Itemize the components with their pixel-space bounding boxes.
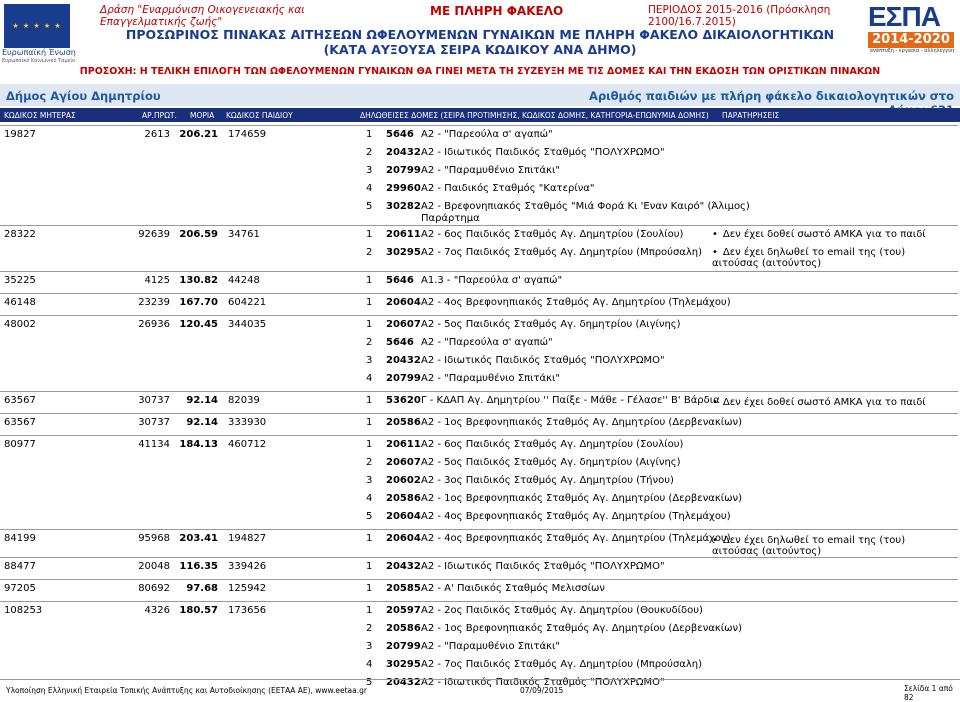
- structure-code: 20604: [386, 511, 421, 522]
- structure-code: 5646: [386, 129, 414, 140]
- structure-code: 5646: [386, 275, 414, 286]
- footer-page-number: Σελίδα 1 από 82: [904, 684, 953, 702]
- children-count: Αριθμός παιδιών με πλήρη φάκελο δικαιολογητικών στο: [589, 89, 954, 103]
- mother-code: 108253: [4, 605, 43, 616]
- structure-code: 20604: [386, 533, 421, 544]
- structure-name: Α2 - 1ος Βρεφονηπιακός Σταθμός Αγ. Δημητρίου (Δερβενακίων): [421, 417, 743, 428]
- remark: • Δεν έχει δοθεί σωστό ΑΜΚΑ για το παιδί: [712, 397, 952, 408]
- remark: • Δεν έχει δοθεί σωστό ΑΜΚΑ για το παιδί: [712, 229, 952, 240]
- preference-order: 1: [366, 275, 373, 286]
- structure-code: 30295: [386, 659, 421, 670]
- row-divider: [0, 529, 958, 530]
- structure-name: Α2 - Ιδιωτικός Παιδικός Σταθμός "ΠΟΛΥΧΡΩΜΟ": [421, 147, 665, 158]
- preference-order: 1: [366, 605, 373, 616]
- remark: • Δεν έχει δηλωθεί το email της (του) αιτούσας (αιτούντος): [712, 247, 952, 269]
- mother-code: 84199: [4, 533, 36, 544]
- structure-name: Α2 - Ιδιωτικός Παιδικός Σταθμός "ΠΟΛΥΧΡΩΜΟ": [421, 677, 665, 688]
- protocol-number: 23239: [138, 297, 170, 308]
- table-row: [0, 603, 960, 621]
- preference-order: 2: [366, 337, 373, 348]
- structure-name: Α2 - "Παραμυθένιο Σπιτάκι": [421, 165, 560, 176]
- structure-name: Α2 - "Παρεούλα σ' αγαπώ": [421, 129, 553, 140]
- row-divider: [0, 125, 958, 126]
- preference-order: 3: [366, 355, 373, 366]
- row-divider: [0, 391, 958, 392]
- structure-name-continued: Παράρτημα: [421, 213, 480, 224]
- score: 130.82: [179, 275, 218, 286]
- preference-order: 1: [366, 229, 373, 240]
- preference-order: 1: [366, 417, 373, 428]
- structure-name: Α2 - Παιδικός Σταθμός "Κατερίνα": [421, 183, 595, 194]
- full-file-label: ΜΕ ΠΛΗΡΗ ΦΑΚΕΛΟ: [430, 4, 564, 18]
- mother-code: 28322: [4, 229, 36, 240]
- structure-code: 20586: [386, 623, 421, 634]
- structure-code: 20611: [386, 439, 421, 450]
- protocol-number: 30737: [138, 395, 170, 406]
- score: 97.68: [186, 583, 218, 594]
- preference-order: 4: [366, 373, 373, 384]
- preference-order: 1: [366, 583, 373, 594]
- table-row: [0, 581, 960, 599]
- mother-code: 48002: [4, 319, 36, 330]
- structure-code: 20432: [386, 561, 421, 572]
- table-row: [0, 393, 960, 411]
- structure-code: 5646: [386, 337, 414, 348]
- preference-order: 2: [366, 623, 373, 634]
- structure-code: 20607: [386, 319, 421, 330]
- table-row: [0, 415, 960, 433]
- preference-order: 3: [366, 475, 373, 486]
- child-code: 460712: [228, 439, 267, 450]
- mother-code: 46148: [4, 297, 36, 308]
- score: 116.35: [179, 561, 218, 572]
- structure-name: Α2 - 3ος Παιδικός Σταθμός Αγ. Δημητρίου (Τήνου): [421, 475, 674, 486]
- espa-logo: ΕΣΠΑ 2014-2020 ανάπτυξη - εργασία - αλληλεγγύη: [868, 1, 955, 54]
- score: 206.21: [179, 129, 218, 140]
- col-remarks: ΠΑΡΑΤΗΡΗΣΕΙΣ: [722, 111, 780, 120]
- structure-name: Α2 - 7ος Παιδικός Σταθμός Αγ. Δημητρίου (Μπρούσαλη): [421, 247, 703, 258]
- child-code: 339426: [228, 561, 267, 572]
- row-divider: [0, 315, 958, 316]
- preference-order: 1: [366, 297, 373, 308]
- protocol-number: 26936: [138, 319, 170, 330]
- score: 203.41: [179, 533, 218, 544]
- structure-name: Α2 - 6ος Παιδικός Σταθμός Αγ. Δημητρίου (Σουλίου): [421, 229, 684, 240]
- structure-name: Α2 - "Παρεούλα σ' αγαπώ": [421, 337, 553, 348]
- mother-code: 88477: [4, 561, 36, 572]
- structure-code: 20607: [386, 457, 421, 468]
- preference-order: 2: [366, 147, 373, 158]
- mother-code: 63567: [4, 417, 36, 428]
- structure-name: Α1.3 - "Παρεούλα σ' αγαπώ": [421, 275, 563, 286]
- table-row-preference: [0, 163, 960, 181]
- mother-code: 80977: [4, 439, 36, 450]
- footer-date: 07/09/2015: [520, 686, 564, 695]
- structure-code: 20432: [386, 355, 421, 366]
- preference-order: 3: [366, 641, 373, 652]
- child-code: 125942: [228, 583, 267, 594]
- mother-code: 35225: [4, 275, 36, 286]
- structure-name: Α2 - 5ος Παιδικός Σταθμός Αγ. δημητρίου (Αιγίνης): [421, 457, 681, 468]
- protocol-number: 41134: [138, 439, 170, 450]
- preference-order: 4: [366, 183, 373, 194]
- table-row-preference: [0, 371, 960, 389]
- col-score: ΜΟΡΙΑ: [190, 111, 215, 120]
- child-code: 344035: [228, 319, 267, 330]
- structure-code: 53620: [386, 395, 421, 406]
- document-title: ΠΡΟΣΩΡΙΝΟΣ ΠΙΝΑΚΑΣ ΑΙΤΗΣΕΩΝ ΩΦΕΛΟΥΜΕΝΩΝ ΓΥΝΑΙΚΩΝ ΜΕ ΠΛΗΡΗ ΦΑΚΕΛΟ ΔΙΚΑΙΟΛΟΓΗΤΙΚΩΝ: [125, 27, 835, 42]
- score: 92.14: [186, 417, 218, 428]
- warning-notice: ΠΡΟΣΟΧΗ: Η ΤΕΛΙΚΗ ΕΠΙΛΟΓΗ ΤΩΝ ΩΦΕΛΟΥΜΕΝΩΝ ΓΥΝΑΙΚΩΝ ΘΑ ΓΙΝΕΙ ΜΕΤΑ ΤΗ ΣΥΖΕΥΞΗ ΜΕ ΤΙΣ ΔΟΜΕΣ ΚΑΙ ΤΗΝ ΕΚΔΟΣΗ ΤΩΝ ΟΡΙΣΤΙΚΩΝ ΠΙΝΑΚΩΝ: [79, 66, 881, 77]
- preference-order: 5: [366, 201, 373, 212]
- col-protocol: ΑΡ.ΠΡΩΤ.: [142, 111, 177, 120]
- table-row-preference: [0, 509, 960, 527]
- footer-divider: [0, 679, 960, 680]
- structure-name: Α2 - "Παραμυθένιο Σπιτάκι": [421, 373, 560, 384]
- child-code: 34761: [228, 229, 260, 240]
- structure-name: Α2 - 6ος Παιδικός Σταθμός Αγ. Δημητρίου (Σουλίου): [421, 439, 684, 450]
- child-code: 194827: [228, 533, 267, 544]
- structure-name: Α2 - Ιδιωτικός Παιδικός Σταθμός "ΠΟΛΥΧΡΩΜΟ": [421, 561, 665, 572]
- structure-code: 29960: [386, 183, 421, 194]
- table-row-preference: [0, 181, 960, 199]
- preference-order: 1: [366, 561, 373, 572]
- structure-code: 20586: [386, 493, 421, 504]
- municipality-name: Δήμος Αγίου Δημητρίου: [6, 89, 161, 103]
- child-code: 44248: [228, 275, 260, 286]
- mother-code: 63567: [4, 395, 36, 406]
- row-divider: [0, 293, 958, 294]
- table-row-preference: [0, 657, 960, 675]
- structure-name: Α2 - 1ος Βρεφονηπιακός Σταθμός Αγ. Δημητρίου (Δερβενακίων): [421, 493, 743, 504]
- structure-name: Α2 - "Παραμυθένιο Σπιτάκι": [421, 641, 560, 652]
- structure-code: 20611: [386, 229, 421, 240]
- structure-code: 20604: [386, 297, 421, 308]
- score: 206.59: [179, 229, 218, 240]
- preference-order: 4: [366, 659, 373, 670]
- structure-name: Α2 - Βρεφονηπιακός Σταθμός "Μιά Φορά Κι 'Εναν Καιρό" (Άλιμος): [421, 201, 750, 212]
- structure-code: 20799: [386, 165, 421, 176]
- structure-name: Α2 - 7ος Παιδικός Σταθμός Αγ. Δημητρίου (Μπρούσαλη): [421, 659, 703, 670]
- preference-order: 1: [366, 439, 373, 450]
- structure-code: 30282: [386, 201, 421, 212]
- structure-code: 20432: [386, 147, 421, 158]
- child-code: 173656: [228, 605, 267, 616]
- eu-flag-logo: ★ ★ ★ ★ ★: [4, 4, 70, 48]
- structure-name: Α2 - 4ος Βρεφονηπιακός Σταθμός Αγ. Δημητρίου (Τηλεμάχου): [421, 511, 731, 522]
- table-row-preference: [0, 473, 960, 491]
- mother-code: 97205: [4, 583, 36, 594]
- structure-code: 20597: [386, 605, 421, 616]
- structure-name: Α2 - 4ος Βρεφονηπιακός Σταθμός Αγ. Δημητρίου (Τηλεμάχου): [421, 297, 731, 308]
- table-row-preference: [0, 455, 960, 473]
- preference-order: 3: [366, 165, 373, 176]
- row-divider: [0, 271, 958, 272]
- protocol-number: 2613: [144, 129, 170, 140]
- child-code: 604221: [228, 297, 267, 308]
- table-row-preference: [0, 199, 960, 224]
- table-row: [0, 317, 960, 335]
- structure-code: 20799: [386, 373, 421, 384]
- table-row: [0, 273, 960, 291]
- score: 120.45: [179, 319, 218, 330]
- table-row: [0, 227, 960, 245]
- document-subtitle: (ΚΑΤΑ ΑΥΞΟΥΣΑ ΣΕΙΡΑ ΚΩΔΙΚΟΥ ΑΝΑ ΔΗΜΟ): [323, 42, 637, 57]
- period-label: ΠΕΡΙΟΔΟΣ 2015-2016 (Πρόσκληση 2100/16.7.2015): [648, 4, 831, 28]
- protocol-number: 4125: [144, 275, 170, 286]
- row-divider: [0, 435, 958, 436]
- score: 184.13: [179, 439, 218, 450]
- table-row-preference: [0, 621, 960, 639]
- structure-name: Α2 - 4ος Βρεφονηπιακός Σταθμός Αγ. Δημητρίου (Τηλεμάχου): [421, 533, 731, 544]
- child-code: 333930: [228, 417, 267, 428]
- child-code: 82039: [228, 395, 260, 406]
- preference-order: 5: [366, 511, 373, 522]
- structure-code: 20432: [386, 677, 421, 688]
- row-divider: [0, 413, 958, 414]
- eu-caption: Ευρωπαϊκή Ένωση Ευρωπαϊκό Κοινωνικό Ταμείο: [2, 48, 76, 64]
- table-row-preference: [0, 335, 960, 353]
- row-divider: [0, 225, 958, 226]
- row-divider: [0, 601, 958, 602]
- row-divider: [0, 557, 958, 558]
- structure-code: 20585: [386, 583, 421, 594]
- preference-order: 1: [366, 533, 373, 544]
- protocol-number: 20048: [138, 561, 170, 572]
- footer-credit: Υλοποίηση Ελληνική Εταιρεία Τοπικής Ανάπτυξης και Αυτοδιοίκησης (ΕΕΤΑΑ ΑΕ), www.eetaa.gr: [6, 686, 367, 695]
- protocol-number: 30737: [138, 417, 170, 428]
- mother-code: 19827: [4, 129, 36, 140]
- col-child-code: ΚΩΔΙΚΟΣ ΠΑΙΔΙΟΥ: [226, 111, 293, 120]
- table-row-preference: [0, 145, 960, 163]
- table-row-preference: [0, 245, 960, 269]
- structure-name: Α2 - 1ος Βρεφονηπιακός Σταθμός Αγ. Δημητρίου (Δερβενακίων): [421, 623, 743, 634]
- table-row-preference: [0, 353, 960, 371]
- structure-name: Α2 - Ιδιωτικός Παιδικός Σταθμός "ΠΟΛΥΧΡΩΜΟ": [421, 355, 665, 366]
- table-row: [0, 531, 960, 557]
- score: 167.70: [179, 297, 218, 308]
- structure-name: Α2 - 2ος Παιδικός Σταθμός Αγ. Δημητρίου (Θουκυδίδου): [421, 605, 703, 616]
- preference-order: 1: [366, 395, 373, 406]
- row-divider: [0, 579, 958, 580]
- program-name: Δράση "Εναρμόνιση Οικογενειακής και Επαγγελματικής ζωής": [100, 4, 305, 28]
- table-header: [0, 108, 960, 122]
- child-code: 174659: [228, 129, 267, 140]
- protocol-number: 4326: [144, 605, 170, 616]
- score: 180.57: [179, 605, 218, 616]
- structure-name: Α2 - 5ος Παιδικός Σταθμός Αγ. δημητρίου (Αιγίνης): [421, 319, 681, 330]
- table-row-preference: [0, 491, 960, 509]
- score: 92.14: [186, 395, 218, 406]
- col-structures: ΔΗΛΩΘΕΙΣΕΣ ΔΟΜΕΣ (ΣΕΙΡΑ ΠΡΟΤΙΜΗΣΗΣ, ΚΩΔΙΚΟΣ ΔΟΜΗΣ, ΚΑΤΗΓΟΡΙΑ-ΕΠΩΝΥΜΙΑ ΔΟΜΗΣ): [360, 111, 709, 120]
- structure-name: Γ - ΚΔΑΠ Αγ. Δημητρίου '' Παίξε - Μάθε - Γέλασε'' Β' Βάρδια: [421, 395, 720, 406]
- remark: • Δεν έχει δηλωθεί το email της (του) αιτούσας (αιτούντος): [712, 535, 952, 557]
- col-mother-code: ΚΩΔΙΚΟΣ ΜΗΤΕΡΑΣ: [4, 111, 76, 120]
- protocol-number: 92639: [138, 229, 170, 240]
- preference-order: 4: [366, 493, 373, 504]
- structure-code: 30295: [386, 247, 421, 258]
- structure-code: 20799: [386, 641, 421, 652]
- preference-order: 2: [366, 247, 373, 258]
- protocol-number: 95968: [138, 533, 170, 544]
- table-row: [0, 559, 960, 577]
- table-row: [0, 295, 960, 313]
- structure-code: 20586: [386, 417, 421, 428]
- preference-order: 1: [366, 319, 373, 330]
- protocol-number: 80692: [138, 583, 170, 594]
- preference-order: 5: [366, 677, 373, 688]
- structure-code: 20602: [386, 475, 421, 486]
- table-row: [0, 127, 960, 145]
- table-row-preference: [0, 639, 960, 657]
- structure-name: Α2 - Α' Παιδικός Σταθμός Μελισσίων: [421, 583, 605, 594]
- preference-order: 1: [366, 129, 373, 140]
- preference-order: 2: [366, 457, 373, 468]
- table-row: [0, 437, 960, 455]
